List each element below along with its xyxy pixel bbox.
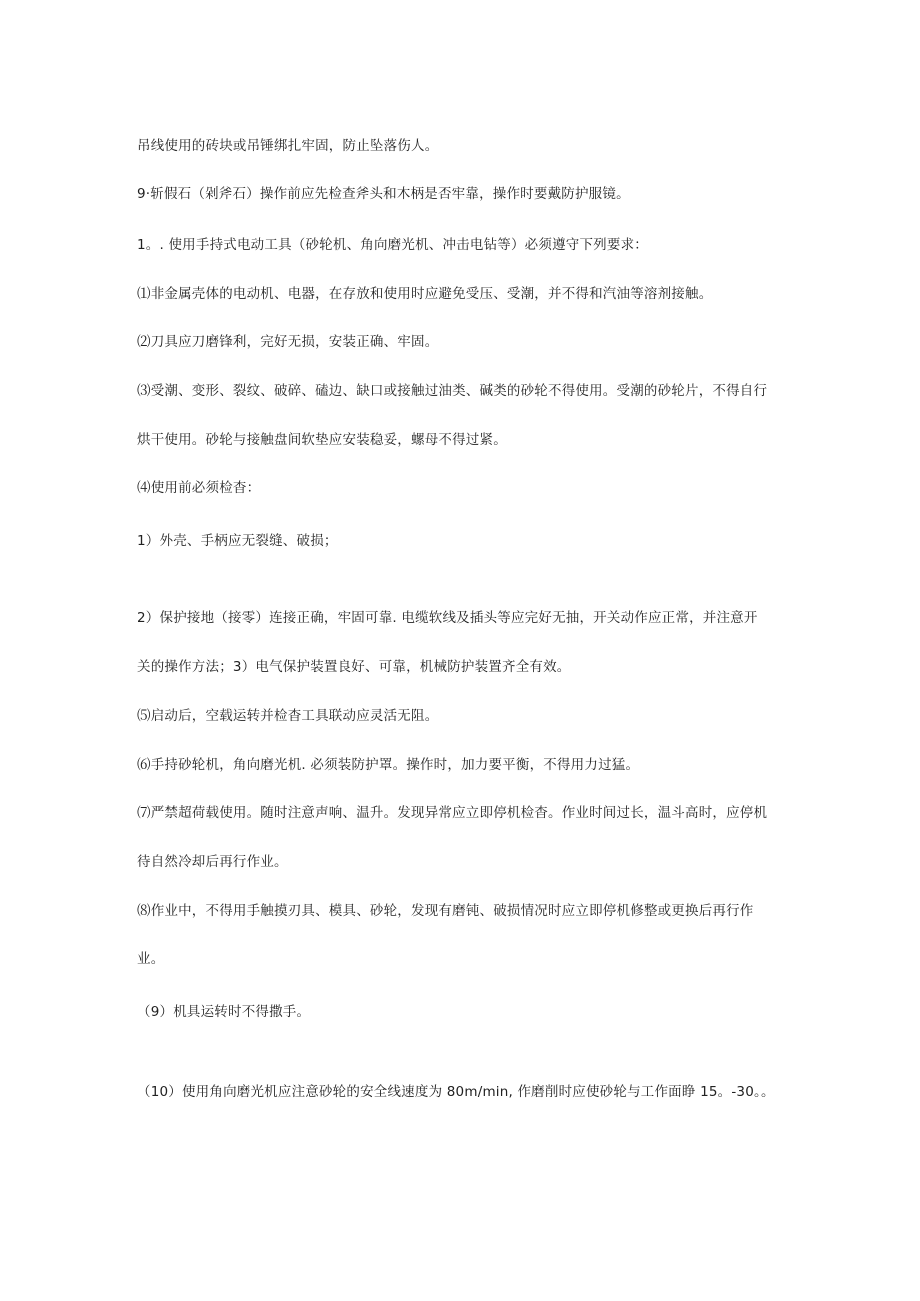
text-line-19: （10）使用角向磨光机应注意砂轮的安全线速度为 80m/min, 作磨削时应使砂轮与工作面睁 15。-30。。 [137,1084,775,1100]
text-line-2: 9·斩假石（剁斧石）操作前应先检查斧头和木柄是否牢靠，操作时要戴防护服镜。 [137,186,630,202]
text-line-1: 吊线使用的砖块或吊锤绑扎牢固，防止坠落伤人。 [137,138,439,154]
text-line-13: ⑹手持砂轮机，角向磨光机. 必须装防护罩。操作时，加力要平衡，不得用力过猛。 [137,757,640,773]
text-line-7: 烘干使用。砂轮与接触盘间软垫应安装稳妥，螺母不得过紧。 [137,432,507,448]
text-line-17: 业。 [137,951,165,967]
text-line-4: ⑴非金属壳体的电动机、电器，在存放和使用时应避免受压、受潮，并不得和汽油等溶剂接触。 [137,286,713,302]
text-line-18: （9）机具运转时不得撒手。 [137,1004,311,1020]
text-line-12: ⑸启动后，空载运转并检杳工具联动应灵活无阻。 [137,708,439,724]
text-line-3: 1。. 使用手持式电动工具（砂轮机、角向磨光机、冲击电钻等）必须遵守下列要求： [137,237,648,253]
text-line-10: 2）保护接地（接零）连接正确，牢固可靠. 电缆软线及插头等应完好无抽，开关动作应正常，并注意开 [137,610,758,626]
text-line-9: 1）外壳、手柄应无裂缝、破损； [137,533,338,549]
text-line-15: 待自然冷却后再行作业。 [137,854,288,870]
text-line-16: ⑻作业中，不得用手触摸刃具、模具、砂轮，发现有磨钝、破损情况时应立即停机修整或更换后再行作 [137,903,754,919]
text-line-6: ⑶受潮、变形、裂纹、破碎、磕边、缺口或接触过油类、碱类的砂轮不得使用。受潮的砂轮片，不得自行 [137,383,768,399]
text-line-11: 关的操作方法；3）电气保护装置良好、可靠，机械防护装置齐全有效。 [137,659,571,675]
text-line-8: ⑷使用前必须检杳： [137,480,261,496]
text-line-14: ⑺严禁超荷载使用。随时注意声响、温升。发现异常应立即停机检杳。作业时间过长，温斗高时，应停机 [137,805,768,821]
text-line-5: ⑵刀具应刀磨锋利，完好无损，安装正确、牢固。 [137,334,439,350]
